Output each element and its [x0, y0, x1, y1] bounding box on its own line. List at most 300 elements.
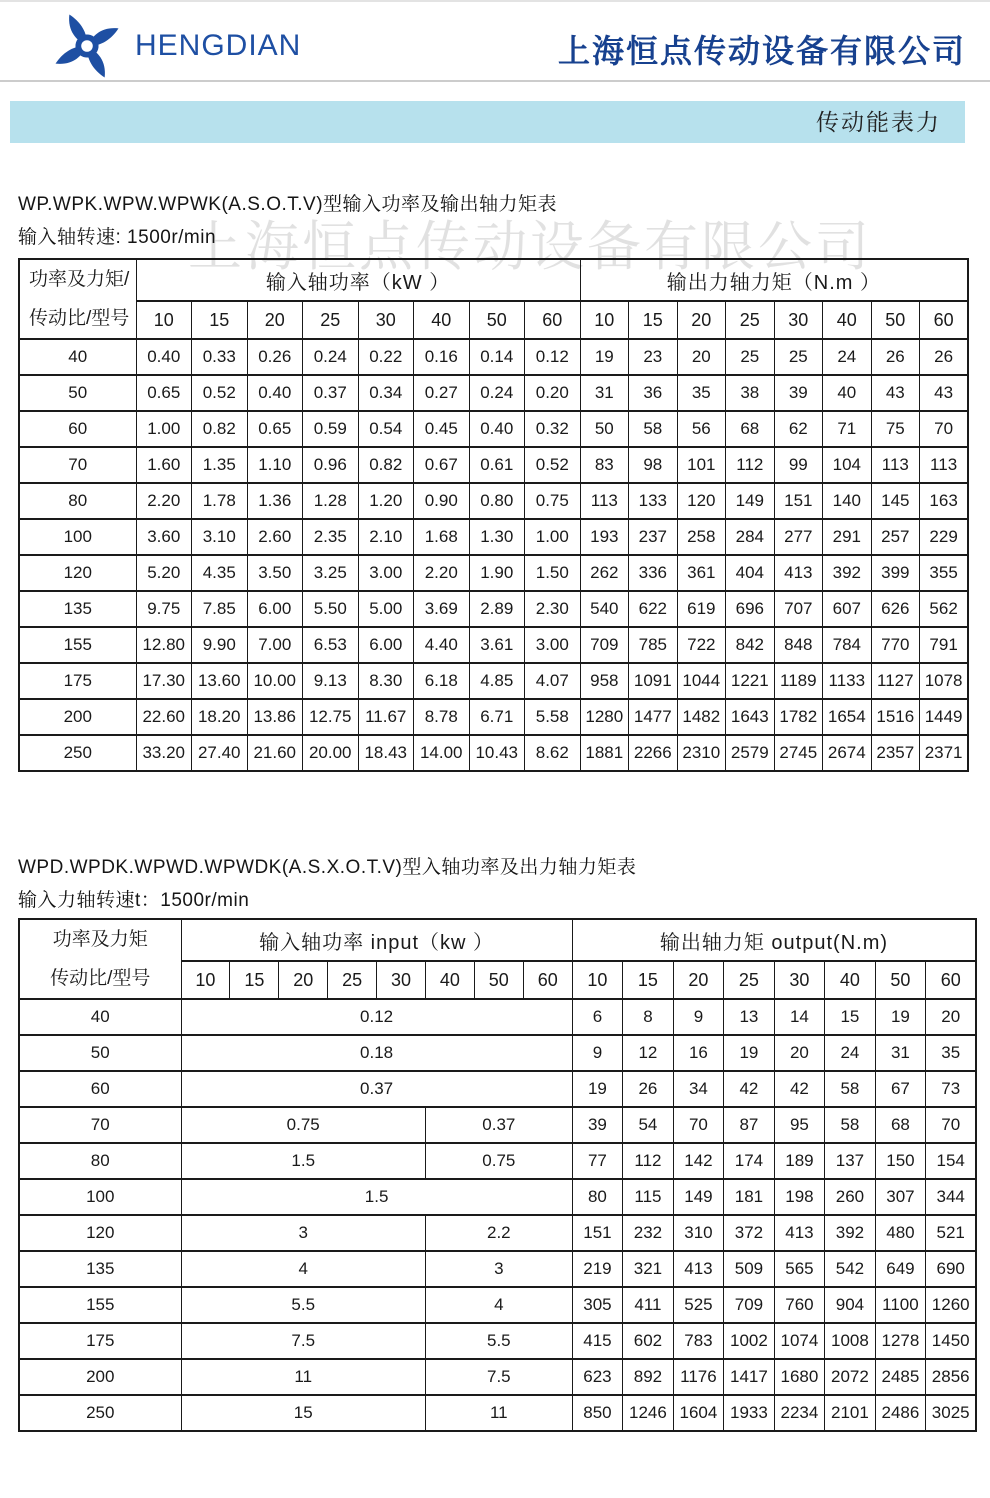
table1-speed-out-20: 20	[677, 301, 726, 339]
output-value-cell: 112	[623, 1143, 674, 1179]
output-value-cell: 257	[871, 519, 920, 555]
table1-title: WP.WPK.WPW.WPWK(A.S.O.T.V)型输入功率及输出轴力矩表	[18, 194, 558, 215]
input-value-cell: 0.33	[192, 339, 248, 375]
input-value-cell: 0.18	[181, 1035, 572, 1071]
output-value-cell: 1278	[875, 1323, 926, 1359]
output-value-cell: 39	[572, 1107, 623, 1143]
input-value-cell: 7.00	[247, 627, 303, 663]
table1-row-200	[19, 699, 968, 735]
output-value-cell: 20	[926, 999, 977, 1035]
table2-row-200	[19, 1359, 976, 1395]
output-value-cell: 98	[629, 447, 678, 483]
output-value-cell: 145	[871, 483, 920, 519]
output-value-cell: 2856	[926, 1359, 977, 1395]
input-value-cell: 7.5	[181, 1323, 425, 1359]
output-value-cell: 174	[724, 1143, 775, 1179]
output-value-cell: 71	[823, 411, 872, 447]
table2-speed-in-50: 50	[474, 961, 523, 999]
table2-speed-out-15: 15	[623, 961, 674, 999]
output-value-cell: 68	[875, 1107, 926, 1143]
input-value-cell: 3.60	[136, 519, 192, 555]
output-value-cell: 137	[825, 1143, 876, 1179]
output-value-cell: 31	[580, 375, 629, 411]
table2-row-70	[19, 1107, 976, 1143]
input-value-cell: 0.52	[525, 447, 581, 483]
table2-row-175	[19, 1323, 976, 1359]
output-value-cell: 1091	[629, 663, 678, 699]
input-value-cell: 0.37	[303, 375, 359, 411]
table2-row-135	[19, 1251, 976, 1287]
input-value-cell: 0.14	[469, 339, 525, 375]
output-value-cell: 38	[726, 375, 775, 411]
ratio-cell: 200	[19, 699, 136, 735]
output-value-cell: 707	[774, 591, 823, 627]
input-value-cell: 0.16	[414, 339, 470, 375]
output-value-cell: 399	[871, 555, 920, 591]
ratio-cell: 60	[19, 411, 136, 447]
ratio-cell: 120	[19, 1215, 181, 1251]
header-divider	[0, 80, 990, 82]
output-value-cell: 623	[572, 1359, 623, 1395]
output-value-cell: 113	[920, 447, 969, 483]
output-value-cell: 1260	[926, 1287, 977, 1323]
output-value-cell: 87	[724, 1107, 775, 1143]
ratio-cell: 100	[19, 519, 136, 555]
table1-speed-out-40: 40	[823, 301, 872, 339]
output-value-cell: 31	[875, 1035, 926, 1071]
input-value-cell: 0.82	[358, 447, 414, 483]
output-value-cell: 310	[673, 1215, 724, 1251]
table2-row-80	[19, 1143, 976, 1179]
output-value-cell: 509	[724, 1251, 775, 1287]
output-value-cell: 709	[724, 1287, 775, 1323]
output-value-cell: 1482	[677, 699, 726, 735]
input-value-cell: 4.85	[469, 663, 525, 699]
output-value-cell: 2234	[774, 1395, 825, 1431]
output-value-cell: 68	[726, 411, 775, 447]
output-value-cell: 67	[875, 1071, 926, 1107]
ratio-cell: 135	[19, 1251, 181, 1287]
input-value-cell: 0.32	[525, 411, 581, 447]
table2-speed-in-40: 40	[425, 961, 474, 999]
section-banner-label: 传动能表力	[816, 109, 941, 135]
input-value-cell: 6.00	[247, 591, 303, 627]
output-value-cell: 1176	[673, 1359, 724, 1395]
company-name: 上海恒点传动设备有限公司	[557, 33, 966, 69]
ratio-cell: 70	[19, 1107, 181, 1143]
output-value-cell: 6	[572, 999, 623, 1035]
output-value-cell: 113	[871, 447, 920, 483]
output-value-cell: 2072	[825, 1359, 876, 1395]
table2-speed-out-25: 25	[724, 961, 775, 999]
table1-speed-in-30: 30	[358, 301, 414, 339]
output-value-cell: 1078	[920, 663, 969, 699]
table2-corner-line2: 传动比/型号	[50, 968, 151, 989]
output-value-cell: 36	[629, 375, 678, 411]
ratio-cell: 155	[19, 627, 136, 663]
output-value-cell: 104	[823, 447, 872, 483]
ratio-cell: 50	[19, 375, 136, 411]
output-value-cell: 189	[774, 1143, 825, 1179]
table1-speed-out-25: 25	[726, 301, 775, 339]
output-value-cell: 2485	[875, 1359, 926, 1395]
output-value-cell: 413	[673, 1251, 724, 1287]
output-value-cell: 480	[875, 1215, 926, 1251]
input-value-cell: 9.13	[303, 663, 359, 699]
table1-subtitle: 输入轴转速: 1500r/min	[18, 227, 217, 248]
input-value-cell: 5.5	[425, 1323, 572, 1359]
output-value-cell: 783	[673, 1323, 724, 1359]
table2-row-250	[19, 1395, 976, 1431]
output-value-cell: 83	[580, 447, 629, 483]
output-value-cell: 101	[677, 447, 726, 483]
input-value-cell: 0.34	[358, 375, 414, 411]
input-value-cell: 15	[181, 1395, 425, 1431]
output-value-cell: 958	[580, 663, 629, 699]
output-value-cell: 262	[580, 555, 629, 591]
output-value-cell: 193	[580, 519, 629, 555]
input-value-cell: 0.22	[358, 339, 414, 375]
output-value-cell: 2310	[677, 735, 726, 771]
output-value-cell: 411	[623, 1287, 674, 1323]
input-value-cell: 1.30	[469, 519, 525, 555]
output-value-cell: 149	[726, 483, 775, 519]
ratio-cell: 70	[19, 447, 136, 483]
output-value-cell: 3025	[926, 1395, 977, 1431]
input-value-cell: 0.75	[525, 483, 581, 519]
input-value-cell: 3.00	[358, 555, 414, 591]
table2-speed-in-25: 25	[328, 961, 377, 999]
output-value-cell: 784	[823, 627, 872, 663]
ratio-cell: 135	[19, 591, 136, 627]
output-value-cell: 1933	[724, 1395, 775, 1431]
output-value-cell: 355	[920, 555, 969, 591]
output-value-cell: 258	[677, 519, 726, 555]
output-value-cell: 15	[825, 999, 876, 1035]
output-value-cell: 70	[926, 1107, 977, 1143]
table2-speed-in-60: 60	[523, 961, 572, 999]
output-value-cell: 2486	[875, 1395, 926, 1431]
table1-corner-line1: 功率及力矩/	[29, 269, 130, 290]
output-value-cell: 1604	[673, 1395, 724, 1431]
output-value-cell: 413	[774, 555, 823, 591]
output-value-cell: 50	[580, 411, 629, 447]
table2-speed-in-15: 15	[230, 961, 279, 999]
table2-speed-out-20: 20	[673, 961, 724, 999]
input-value-cell: 14.00	[414, 735, 470, 771]
table1-corner-cell	[19, 259, 136, 339]
input-value-cell: 1.20	[358, 483, 414, 519]
input-value-cell: 3	[181, 1215, 425, 1251]
input-value-cell: 1.35	[192, 447, 248, 483]
output-value-cell: 850	[572, 1395, 623, 1431]
output-value-cell: 1189	[774, 663, 823, 699]
ratio-cell: 100	[19, 1179, 181, 1215]
output-value-cell: 565	[774, 1251, 825, 1287]
output-value-cell: 1280	[580, 699, 629, 735]
ratio-cell: 80	[19, 483, 136, 519]
input-value-cell: 8.62	[525, 735, 581, 771]
output-value-cell: 13	[724, 999, 775, 1035]
output-value-cell: 415	[572, 1323, 623, 1359]
output-value-cell: 154	[926, 1143, 977, 1179]
output-value-cell: 25	[726, 339, 775, 375]
input-value-cell: 6.18	[414, 663, 470, 699]
input-value-cell: 0.24	[303, 339, 359, 375]
output-value-cell: 73	[926, 1071, 977, 1107]
input-value-cell: 9.90	[192, 627, 248, 663]
table1-row-250	[19, 735, 968, 771]
ratio-cell: 250	[19, 1395, 181, 1431]
input-value-cell: 3.00	[525, 627, 581, 663]
input-value-cell: 0.67	[414, 447, 470, 483]
input-value-cell: 3	[425, 1251, 572, 1287]
input-value-cell: 7.85	[192, 591, 248, 627]
output-value-cell: 80	[572, 1179, 623, 1215]
ratio-cell: 40	[19, 999, 181, 1035]
output-value-cell: 1417	[724, 1359, 775, 1395]
hengdian-logo-icon	[53, 12, 121, 80]
input-value-cell: 1.68	[414, 519, 470, 555]
ratio-cell: 80	[19, 1143, 181, 1179]
input-value-cell: 8.78	[414, 699, 470, 735]
output-value-cell: 24	[823, 339, 872, 375]
input-value-cell: 5.00	[358, 591, 414, 627]
ratio-cell: 250	[19, 735, 136, 771]
input-value-cell: 0.12	[525, 339, 581, 375]
table2-speed-in-20: 20	[279, 961, 328, 999]
output-value-cell: 229	[920, 519, 969, 555]
ratio-cell: 50	[19, 1035, 181, 1071]
table1-corner-line2: 传动比/型号	[29, 308, 130, 329]
table2-input-group-header: 输入轴功率 input（kw ）	[181, 919, 572, 961]
table2-speed-out-30: 30	[774, 961, 825, 999]
table2-row-120	[19, 1215, 976, 1251]
output-value-cell: 43	[920, 375, 969, 411]
input-value-cell: 0.45	[414, 411, 470, 447]
input-value-cell: 1.78	[192, 483, 248, 519]
output-value-cell: 19	[580, 339, 629, 375]
output-value-cell: 198	[774, 1179, 825, 1215]
output-value-cell: 1477	[629, 699, 678, 735]
output-value-cell: 8	[623, 999, 674, 1035]
table1-row-60	[19, 411, 968, 447]
table1-row-135	[19, 591, 968, 627]
output-value-cell: 848	[774, 627, 823, 663]
input-value-cell: 1.90	[469, 555, 525, 591]
table1-output-group-header: 输出力轴力矩（N.m ）	[580, 259, 968, 301]
table1-speed-out-15: 15	[629, 301, 678, 339]
output-value-cell: 791	[920, 627, 969, 663]
output-value-cell: 626	[871, 591, 920, 627]
input-value-cell: 4	[425, 1287, 572, 1323]
input-value-cell: 2.35	[303, 519, 359, 555]
table2-speed-out-10: 10	[572, 961, 623, 999]
input-value-cell: 0.24	[469, 375, 525, 411]
output-value-cell: 163	[920, 483, 969, 519]
table1-speed-in-60: 60	[525, 301, 581, 339]
output-value-cell: 321	[623, 1251, 674, 1287]
input-value-cell: 18.43	[358, 735, 414, 771]
output-value-cell: 1654	[823, 699, 872, 735]
output-value-cell: 307	[875, 1179, 926, 1215]
output-value-cell: 1008	[825, 1323, 876, 1359]
output-value-cell: 619	[677, 591, 726, 627]
output-value-cell: 26	[623, 1071, 674, 1107]
output-value-cell: 120	[677, 483, 726, 519]
table1-speed-out-50: 50	[871, 301, 920, 339]
table1-row-50	[19, 375, 968, 411]
output-value-cell: 43	[871, 375, 920, 411]
ratio-cell: 175	[19, 1323, 181, 1359]
output-value-cell: 133	[629, 483, 678, 519]
output-value-cell: 1450	[926, 1323, 977, 1359]
output-value-cell: 115	[623, 1179, 674, 1215]
table1-row-70	[19, 447, 968, 483]
output-value-cell: 2357	[871, 735, 920, 771]
input-value-cell: 10.43	[469, 735, 525, 771]
input-value-cell: 0.96	[303, 447, 359, 483]
output-value-cell: 20	[774, 1035, 825, 1071]
table2-speed-out-40: 40	[825, 961, 876, 999]
table1-speed-in-25: 25	[303, 301, 359, 339]
output-value-cell: 542	[825, 1251, 876, 1287]
table2-corner-cell	[19, 919, 181, 999]
input-value-cell: 0.37	[181, 1071, 572, 1107]
table1-speed-in-50: 50	[469, 301, 525, 339]
output-value-cell: 151	[774, 483, 823, 519]
output-value-cell: 95	[774, 1107, 825, 1143]
output-value-cell: 2371	[920, 735, 969, 771]
output-value-cell: 760	[774, 1287, 825, 1323]
input-value-cell: 5.50	[303, 591, 359, 627]
output-value-cell: 1127	[871, 663, 920, 699]
input-value-cell: 3.10	[192, 519, 248, 555]
table1-speed-in-15: 15	[192, 301, 248, 339]
input-value-cell: 0.80	[469, 483, 525, 519]
input-value-cell: 1.10	[247, 447, 303, 483]
output-value-cell: 1044	[677, 663, 726, 699]
input-value-cell: 0.59	[303, 411, 359, 447]
input-value-cell: 33.20	[136, 735, 192, 771]
input-value-cell: 0.37	[425, 1107, 572, 1143]
output-value-cell: 770	[871, 627, 920, 663]
output-value-cell: 525	[673, 1287, 724, 1323]
input-value-cell: 0.40	[136, 339, 192, 375]
input-value-cell: 6.00	[358, 627, 414, 663]
output-value-cell: 892	[623, 1359, 674, 1395]
input-value-cell: 2.20	[414, 555, 470, 591]
output-value-cell: 142	[673, 1143, 724, 1179]
input-value-cell: 1.00	[525, 519, 581, 555]
output-value-cell: 70	[673, 1107, 724, 1143]
input-value-cell: 0.40	[469, 411, 525, 447]
output-value-cell: 1133	[823, 663, 872, 699]
input-value-cell: 12.80	[136, 627, 192, 663]
input-value-cell: 0.26	[247, 339, 303, 375]
input-value-cell: 0.65	[136, 375, 192, 411]
input-value-cell: 5.5	[181, 1287, 425, 1323]
input-value-cell: 0.75	[425, 1143, 572, 1179]
output-value-cell: 42	[724, 1071, 775, 1107]
input-value-cell: 1.5	[181, 1143, 425, 1179]
output-value-cell: 24	[825, 1035, 876, 1071]
output-value-cell: 696	[726, 591, 775, 627]
ratio-cell: 40	[19, 339, 136, 375]
table1-row-40	[19, 339, 968, 375]
input-value-cell: 27.40	[192, 735, 248, 771]
table1-row-155	[19, 627, 968, 663]
input-value-cell: 6.53	[303, 627, 359, 663]
table2-speed-out-60: 60	[926, 961, 977, 999]
input-value-cell: 1.50	[525, 555, 581, 591]
table2-row-60	[19, 1071, 976, 1107]
output-value-cell: 58	[825, 1107, 876, 1143]
output-value-cell: 58	[629, 411, 678, 447]
input-value-cell: 7.5	[425, 1359, 572, 1395]
input-value-cell: 9.75	[136, 591, 192, 627]
ratio-cell: 155	[19, 1287, 181, 1323]
output-value-cell: 140	[823, 483, 872, 519]
table1-speed-out-10: 10	[580, 301, 629, 339]
table1-speed-in-40: 40	[414, 301, 470, 339]
output-value-cell: 70	[920, 411, 969, 447]
input-value-cell: 3.69	[414, 591, 470, 627]
input-value-cell: 2.30	[525, 591, 581, 627]
output-value-cell: 336	[629, 555, 678, 591]
output-value-cell: 291	[823, 519, 872, 555]
input-value-cell: 22.60	[136, 699, 192, 735]
output-value-cell: 1881	[580, 735, 629, 771]
output-value-cell: 35	[677, 375, 726, 411]
output-value-cell: 34	[673, 1071, 724, 1107]
input-value-cell: 5.58	[525, 699, 581, 735]
input-value-cell: 4	[181, 1251, 425, 1287]
input-value-cell: 18.20	[192, 699, 248, 735]
output-value-cell: 12	[623, 1035, 674, 1071]
output-value-cell: 16	[673, 1035, 724, 1071]
output-value-cell: 540	[580, 591, 629, 627]
input-value-cell: 1.5	[181, 1179, 572, 1215]
input-value-cell: 0.61	[469, 447, 525, 483]
table2-title: WPD.WPDK.WPWD.WPWDK(A.S.X.O.T.V)型入轴功率及出力轴力矩表	[18, 857, 637, 878]
input-value-cell: 21.60	[247, 735, 303, 771]
input-value-cell: 0.27	[414, 375, 470, 411]
input-value-cell: 3.50	[247, 555, 303, 591]
output-value-cell: 1074	[774, 1323, 825, 1359]
output-value-cell: 372	[724, 1215, 775, 1251]
input-value-cell: 11	[425, 1395, 572, 1431]
ratio-cell: 120	[19, 555, 136, 591]
output-value-cell: 56	[677, 411, 726, 447]
output-value-cell: 392	[825, 1215, 876, 1251]
output-value-cell: 1100	[875, 1287, 926, 1323]
input-value-cell: 1.36	[247, 483, 303, 519]
output-value-cell: 1246	[623, 1395, 674, 1431]
output-value-cell: 607	[823, 591, 872, 627]
input-value-cell: 20.00	[303, 735, 359, 771]
input-value-cell: 10.00	[247, 663, 303, 699]
table2-row-155	[19, 1287, 976, 1323]
table1-input-group-header: 输入轴功率（kW ）	[136, 259, 580, 301]
output-value-cell: 562	[920, 591, 969, 627]
table1-speed-in-10: 10	[136, 301, 192, 339]
table2-speed-in-10: 10	[181, 961, 230, 999]
input-value-cell: 0.20	[525, 375, 581, 411]
output-value-cell: 709	[580, 627, 629, 663]
input-value-cell: 2.2	[425, 1215, 572, 1251]
input-value-cell: 13.86	[247, 699, 303, 735]
